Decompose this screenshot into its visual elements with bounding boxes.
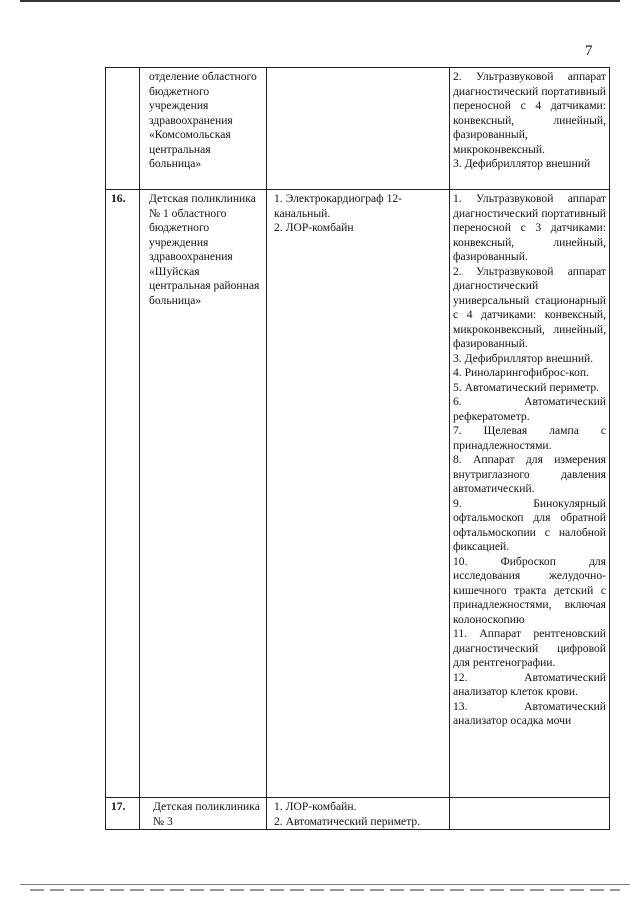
equipment-item: 4. Риноларингофиброс-коп. xyxy=(453,366,589,379)
equipment-item: 9. Бинокулярный офтальмоскоп для обратной офтальмоскопии с налобной фиксацией. xyxy=(453,496,606,553)
row-number xyxy=(106,68,140,190)
equipment-list-b xyxy=(450,190,610,798)
bottom-scan-artifact xyxy=(30,889,620,891)
table-row xyxy=(106,190,610,798)
organization-name: Детская поликлиника № 1 областного бюджетного учреждения здравоохранения «Шуйская центральная районная больница» xyxy=(149,192,260,307)
equipment-item: 7. Щелевая лампа с принадлежностями. xyxy=(453,424,606,452)
equipment-item: 10. Фиброскоп для исследования желудочно-кишечного тракта детский с принадлежностями, включая колоноскопию xyxy=(453,554,606,626)
row-number: 16. xyxy=(106,190,140,798)
equipment-item: 1. Ультразвуковой аппарат диагностический портативный переносной с 3 датчиками: конвексный, линейный, фазированный. xyxy=(453,192,606,263)
table-row xyxy=(106,68,610,190)
equipment-table xyxy=(105,67,610,830)
equipment-list-b xyxy=(450,798,610,830)
equipment-item: 3. Дефибриллятор внешний xyxy=(453,157,591,170)
organization-name: Детская поликлиника № 3 xyxy=(153,800,260,828)
equipment-item: 2. ЛОР-комбайн xyxy=(274,221,354,234)
equipment-item: 13. Автоматический анализатор осадка мочи xyxy=(453,699,606,727)
bottom-scan-edge xyxy=(20,884,630,885)
equipment-item: 1. ЛОР-комбайн. xyxy=(274,800,357,813)
organization-cell xyxy=(140,190,267,798)
organization-cell xyxy=(140,68,267,190)
equipment-item: 6. Автоматический рефкератометр. xyxy=(453,395,606,423)
equipment-item: 1. Электрокардиограф 12-канальный. xyxy=(274,192,403,220)
row-number: 17. xyxy=(106,798,140,830)
equipment-list-a xyxy=(267,798,450,830)
equipment-item: 2. Ультразвуковой аппарат диагностический портативный переносной с 4 датчиками: конвексный, линейный, фазированный, микроконвексный. xyxy=(453,70,606,156)
equipment-list-a xyxy=(267,190,450,798)
page-number: 7 xyxy=(585,43,593,59)
equipment-item: 5. Автоматический периметр. xyxy=(453,380,600,394)
equipment-item: 2. Ультразвуковой аппарат диагностический универсальный стационарный с 4 датчиками: конвексный, микроконвексный, линейный, фазированный. xyxy=(453,264,606,350)
equipment-item: 11. Аппарат рентгеновский диагностический цифровой для рентгенографии. xyxy=(453,627,606,669)
equipment-item: 8. Аппарат для измерения внутриглазного давления автоматический. xyxy=(453,453,606,495)
top-rule xyxy=(20,0,620,2)
organization-cell xyxy=(140,798,267,830)
organization-name: отделение областного бюджетного учреждения здравоохранения «Комсомольская центральная больница» xyxy=(149,70,257,170)
equipment-item: 2. Автоматический периметр. xyxy=(274,814,421,828)
table-row xyxy=(106,798,610,830)
equipment-item: 12. Автоматический анализатор клеток крови. xyxy=(453,670,606,698)
equipment-list-b xyxy=(450,68,610,190)
equipment-list-a xyxy=(267,68,450,190)
equipment-item: 3. Дефибриллятор внешний. xyxy=(453,351,594,365)
